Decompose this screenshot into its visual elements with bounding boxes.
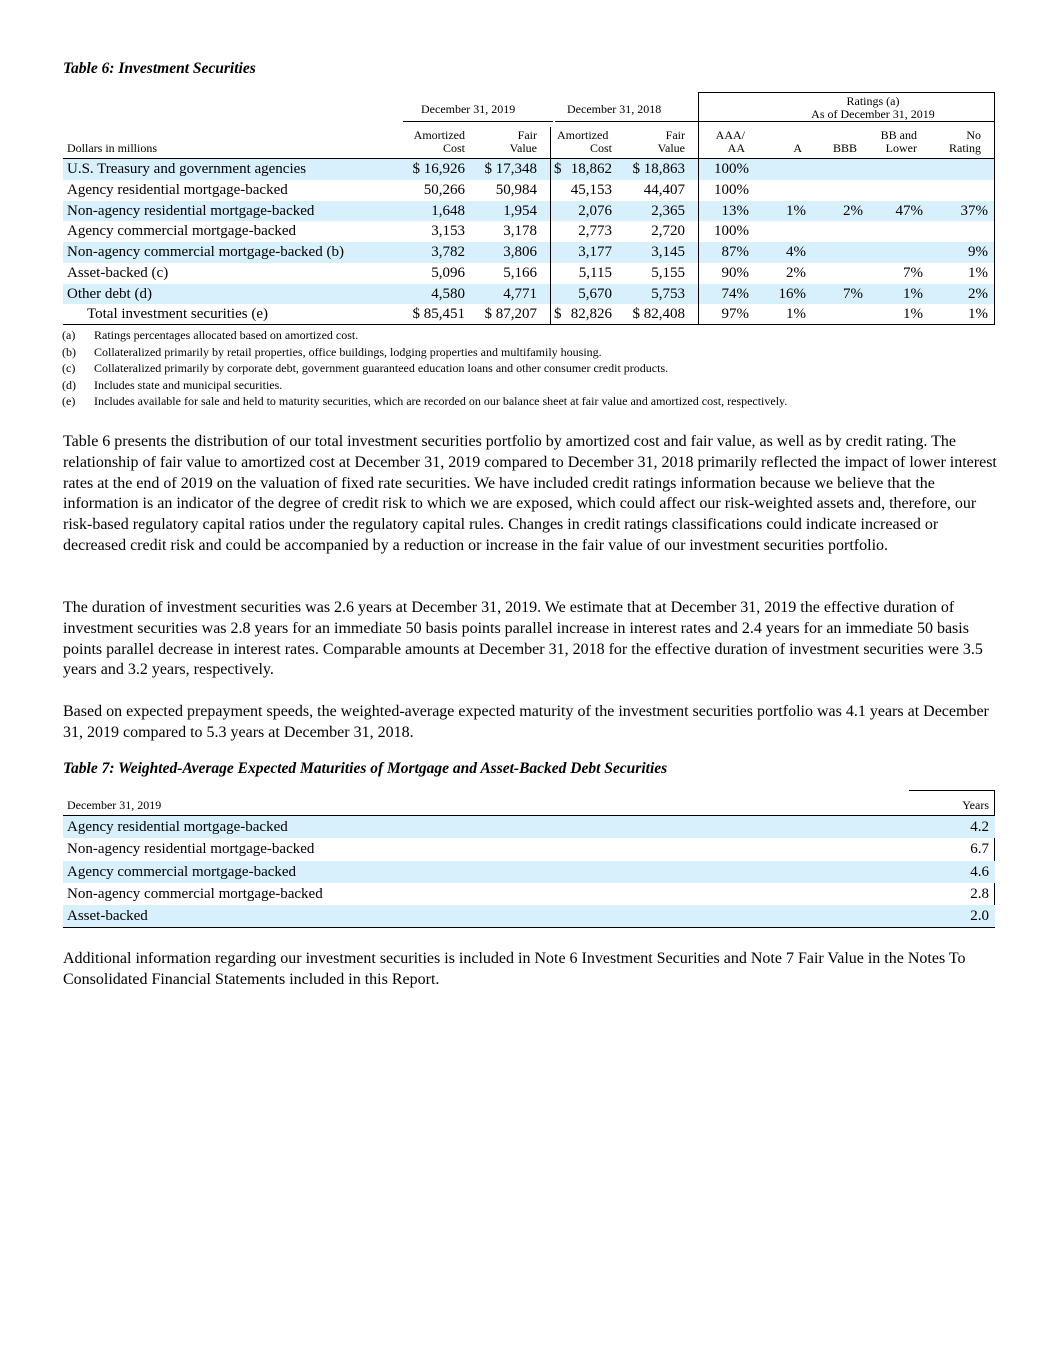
table-row xyxy=(63,284,995,305)
table6-body xyxy=(63,159,995,325)
table-row xyxy=(63,861,995,883)
header-dollars-label: Dollars in millions xyxy=(67,141,157,155)
header-ratings-date: As of December 31, 2019 xyxy=(811,107,935,121)
table7-body xyxy=(63,816,995,927)
cell-label: Non-agency residential mortgage-backed xyxy=(67,841,315,858)
paragraph-table6-discussion: Table 6 presents the distribution of our total investment securities portfolio by amortized cost and fair value, as well as by credit rating. The relationship of fair value to amortized cost at December 31, 2019 compared to December 31, 2018 primarily reflected the impact of lower interest rates at the end of 2019 on the valuation of fixed rate securities. We have included credit ratings information because we believe that the information is an indicator of the degree of credit risk to which we are exposed, which could affect our risk-weighted assets and, therefore, our risk-based regulatory capital ratios under the regulatory capital rules. Changes in credit ratings classifications could indicate increased or decreased credit risk and could be accompanied by a reduction or increase in the fair value of our investment securities portfolio. xyxy=(63,433,997,554)
cell-fv19: 4,771 xyxy=(503,285,537,302)
cell-fv19: $ 87,207 xyxy=(484,306,537,323)
cell-fv18: 2,365 xyxy=(651,202,685,219)
col-amort-2019-sub: Cost xyxy=(442,141,465,155)
rule-table-bottom xyxy=(63,324,995,325)
cell-fv19: 5,166 xyxy=(503,264,537,281)
footnote-text: Includes available for sale and held to maturity securities, which are recorded on our balance sheet at fair value and amortized cost, respectively. xyxy=(94,394,788,409)
col-fair-2019-sub: Value xyxy=(509,141,537,155)
cell-fv18: 44,407 xyxy=(643,181,685,198)
table7 xyxy=(63,790,995,927)
table-row xyxy=(63,159,995,180)
cell-aaa: 87% xyxy=(721,244,749,260)
cell-bbb: 2% xyxy=(843,202,863,219)
rule-ratings-top xyxy=(699,92,995,93)
col-no-rating-sub: Rating xyxy=(949,141,981,155)
cell-ac19: 50,266 xyxy=(423,181,465,198)
cell-bb: 1% xyxy=(903,306,923,323)
col-a: A xyxy=(793,141,802,155)
cell-ac18-cur: $ xyxy=(554,161,562,177)
cell-fv18: 5,155 xyxy=(651,264,685,281)
table-row xyxy=(63,242,995,263)
table-row xyxy=(63,883,995,905)
cell-ac19: 3,153 xyxy=(431,223,465,240)
cell-ac18: 2,773 xyxy=(578,223,612,240)
cell-ac19: $ 85,451 xyxy=(412,306,465,323)
col-aaa-sub: AA xyxy=(727,141,745,155)
divider-2019-2018 xyxy=(550,127,551,325)
cell-nr: 37% xyxy=(960,202,988,219)
paragraph-duration: The duration of investment securities was 2.6 years at December 31, 2019. We estimate that at December 31, 2019 the effective duration of investment securities was 2.8 years for an immediate 50 basis points parallel increase in interest rates and 2.4 years for an immediate 50 basis points parallel decrease in interest rates. Comparable amounts at December 31, 2018 for the effective duration of investment securities were 3.5 years and 3.2 years, respectively. xyxy=(63,599,983,679)
cell-a: 2% xyxy=(786,264,806,281)
cell-label: Asset-backed (c) xyxy=(67,264,169,281)
cell-years: 4.2 xyxy=(970,819,989,835)
footnote-label: (e) xyxy=(62,394,76,409)
footnote-text: Collateralized primarily by retail properties, office buildings, lodging properties and multifamily housing. xyxy=(94,344,602,359)
footnote-text: Includes state and municipal securities. xyxy=(94,377,283,392)
table-row xyxy=(63,263,995,284)
cell-label: Non-agency commercial mortgage-backed xyxy=(67,885,323,902)
footnote-text: Ratings percentages allocated based on amortized cost. xyxy=(94,328,359,342)
rule-header-bottom xyxy=(63,158,995,159)
cell-fv19: 3,178 xyxy=(503,223,537,240)
cell-bbb: 7% xyxy=(843,285,863,302)
table-row xyxy=(63,838,995,860)
col-amort-2019: Amortized xyxy=(413,128,465,142)
col-no-rating: No xyxy=(966,128,981,142)
table7-header xyxy=(63,790,995,816)
cell-years: 2.0 xyxy=(970,908,989,925)
table7-header-date: December 31, 2019 xyxy=(67,798,162,812)
table-row xyxy=(63,816,995,838)
table7-years-rule xyxy=(909,790,995,791)
cell-nr: 2% xyxy=(968,285,988,302)
col-fair-2019: Fair xyxy=(517,128,537,142)
cell-aaa: 100% xyxy=(714,161,749,177)
table6-title: Table 6: Investment Securities xyxy=(63,60,256,77)
cell-label: U.S. Treasury and government agencies xyxy=(67,161,307,177)
cell-years: 4.6 xyxy=(970,863,989,880)
col-amort-2018-sub: Cost xyxy=(589,141,612,155)
cell-ac18: 5,670 xyxy=(578,285,612,302)
col-fair-2018: Fair xyxy=(665,128,685,142)
footnote-label: (c) xyxy=(62,361,76,376)
cell-ac18-cur: $ xyxy=(554,306,562,323)
table7-header-years: Years xyxy=(962,798,989,812)
cell-label: Asset-backed xyxy=(67,908,148,925)
cell-fv18: $ 82,408 xyxy=(632,306,685,323)
cell-aaa: 100% xyxy=(714,181,749,198)
cell-fv18: $ 18,863 xyxy=(632,161,685,177)
paragraph-additional-info: Additional information regarding our investment securities is included in Note 6 Investment Securities and Note 7 Fair Value in the Notes To Consolidated Financial Statements included in this Report. xyxy=(63,950,966,988)
table7-bottom-rule xyxy=(63,927,995,928)
cell-a: 4% xyxy=(786,244,806,260)
cell-fv19: $ 17,348 xyxy=(484,161,537,177)
cell-ac19: 5,096 xyxy=(431,264,465,281)
rule-2019 xyxy=(403,121,553,122)
col-amort-2018: Amortized xyxy=(557,128,609,142)
cell-nr: 1% xyxy=(968,306,988,323)
cell-ac19: 3,782 xyxy=(431,244,465,260)
cell-ac18: 18,862 xyxy=(570,161,612,177)
cell-aaa: 13% xyxy=(721,202,749,219)
header-dec-2018: December 31, 2018 xyxy=(567,102,662,116)
divider-2018-ratings xyxy=(698,92,699,325)
footnote-text: Collateralized primarily by corporate debt, government guaranteed education loans and other consumer credit products. xyxy=(94,361,669,376)
divider-right xyxy=(994,92,995,325)
cell-ac18: 82,826 xyxy=(570,306,612,323)
header-ratings: Ratings (a) xyxy=(846,94,900,108)
cell-bb: 47% xyxy=(895,202,923,219)
cell-a: 1% xyxy=(786,202,806,219)
table6-header xyxy=(63,92,995,159)
cell-label: Non-agency commercial mortgage-backed (b) xyxy=(67,244,344,260)
col-bb-sub: Lower xyxy=(885,141,917,155)
cell-label: Total investment securities (e) xyxy=(87,306,268,323)
rule-ratings xyxy=(699,121,995,122)
cell-ac18: 5,115 xyxy=(578,264,612,281)
cell-label: Agency commercial mortgage-backed xyxy=(67,863,297,880)
table-row xyxy=(63,905,995,927)
cell-bb: 1% xyxy=(903,285,923,302)
cell-ac18: 3,177 xyxy=(578,244,612,260)
col-bbb: BBB xyxy=(832,141,857,155)
cell-label: Other debt (d) xyxy=(67,285,152,302)
cell-fv19: 50,984 xyxy=(495,181,537,198)
footnote-label: (d) xyxy=(62,377,76,392)
cell-ac19: 1,648 xyxy=(431,202,465,219)
cell-fv19: 1,954 xyxy=(503,202,537,219)
cell-fv18: 3,145 xyxy=(651,244,685,260)
cell-aaa: 74% xyxy=(721,285,749,302)
footnote-label: (b) xyxy=(62,344,76,359)
cell-aaa: 90% xyxy=(721,264,749,281)
cell-ac19: $ 16,926 xyxy=(412,161,465,177)
cell-fv19: 3,806 xyxy=(503,244,537,260)
cell-fv18: 2,720 xyxy=(651,223,685,240)
table-row xyxy=(63,180,995,201)
cell-nr: 1% xyxy=(968,264,988,281)
cell-a: 1% xyxy=(786,306,806,323)
cell-label: Agency residential mortgage-backed xyxy=(67,181,288,198)
paragraph-maturity: Based on expected prepayment speeds, the weighted-average expected maturity of the investment securities portfolio was 4.1 years at December 31, 2019 compared to 5.3 years at December 31, 2018. xyxy=(63,703,989,741)
rule-2018 xyxy=(555,121,699,122)
table-row xyxy=(63,201,995,222)
cell-aaa: 97% xyxy=(721,306,749,323)
footnote-label: (a) xyxy=(62,328,76,342)
cell-fv18: 5,753 xyxy=(651,285,685,302)
table6 xyxy=(63,92,995,325)
cell-years: 6.7 xyxy=(970,841,989,858)
cell-ac19: 4,580 xyxy=(431,285,465,302)
cell-ac18: 2,076 xyxy=(578,202,612,219)
table-row xyxy=(63,304,995,325)
cell-years: 2.8 xyxy=(970,885,989,902)
col-fair-2018-sub: Value xyxy=(657,141,685,155)
col-bb: BB and xyxy=(880,128,917,142)
cell-a: 16% xyxy=(778,285,806,302)
col-aaa: AAA/ xyxy=(715,128,745,142)
cell-aaa: 100% xyxy=(714,223,749,240)
cell-ac18: 45,153 xyxy=(570,181,612,198)
cell-bb: 7% xyxy=(903,264,923,281)
cell-nr: 9% xyxy=(968,244,988,260)
cell-label: Agency residential mortgage-backed xyxy=(67,819,288,835)
header-dec-2019: December 31, 2019 xyxy=(421,102,516,116)
table-row xyxy=(63,221,995,242)
cell-label: Non-agency residential mortgage-backed xyxy=(67,202,315,219)
cell-label: Agency commercial mortgage-backed xyxy=(67,223,297,240)
table7-title: Table 7: Weighted-Average Expected Maturities of Mortgage and Asset-Backed Debt Securities xyxy=(63,760,668,777)
